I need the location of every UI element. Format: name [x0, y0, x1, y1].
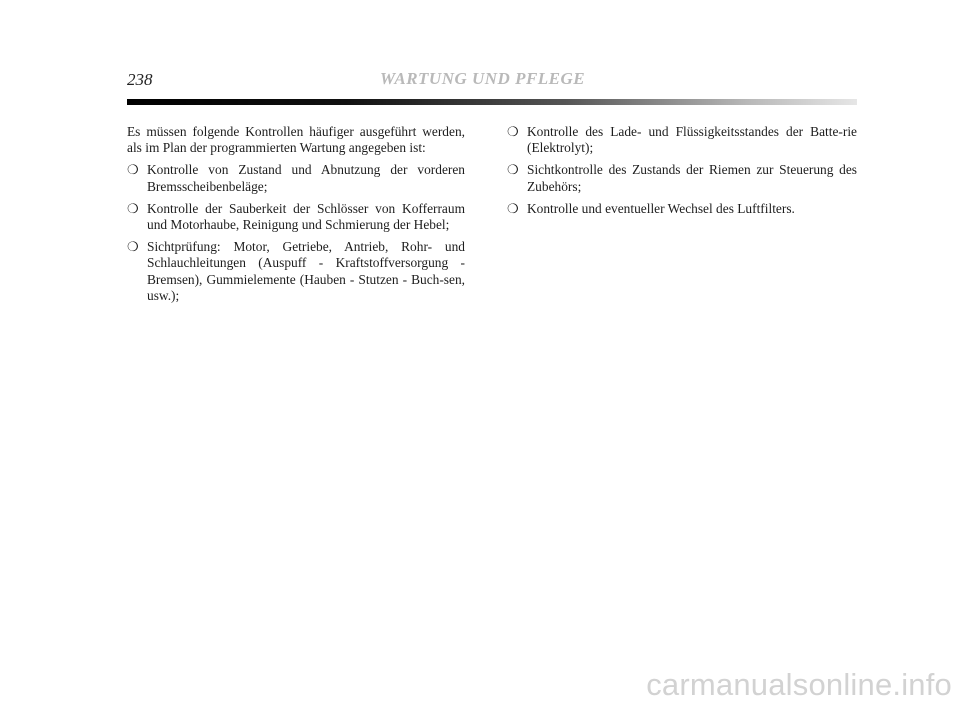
right-check-list	[507, 124, 857, 217]
left-column	[127, 124, 465, 310]
circle-bullet-icon: ❍	[127, 200, 139, 216]
circle-bullet-icon: ❍	[507, 124, 519, 139]
list-item-text: Sichtprüfung: Motor, Getriebe, Antrieb, Rohr- und Schlauchleitungen (Auspuff - Kraftstoffversorgung - Bremsen), Gummielemente (Hauben - Stutzen - Buch-sen, usw.);	[147, 239, 465, 303]
list-item-text: Kontrolle von Zustand und Abnutzung der vorderen Bremsscheibenbeläge;	[147, 162, 465, 194]
list-item	[507, 124, 857, 156]
list-item	[127, 239, 465, 304]
circle-bullet-icon: ❍	[127, 239, 139, 255]
list-item-text: Kontrolle der Sauberkeit der Schlösser von Kofferraum und Motorhaube, Reinigung und Schmierung der Hebel;	[147, 200, 465, 233]
right-column	[507, 124, 857, 223]
header-rule	[127, 99, 857, 105]
intro-paragraph: Es müssen folgende Kontrollen häufiger ausgeführt werden, als im Plan der programmierten Wartung angegeben ist:	[127, 124, 465, 156]
circle-bullet-icon: ❍	[507, 162, 519, 178]
list-item	[127, 162, 465, 194]
list-item-text: Sichtkontrolle des Zustands der Riemen zur Steuerung des Zubehörs;	[527, 162, 857, 194]
section-title: WARTUNG UND PFLEGE	[380, 69, 586, 88]
page-number: 238	[127, 70, 153, 89]
list-item	[507, 162, 857, 194]
circle-bullet-icon: ❍	[507, 200, 519, 216]
circle-bullet-icon: ❍	[127, 162, 139, 178]
list-item	[507, 201, 857, 217]
list-item-text: Kontrolle des Lade- und Flüssigkeitsstandes der Batte-rie (Elektrolyt);	[527, 124, 857, 156]
watermark: carmanualsonline.info	[646, 667, 952, 702]
list-item-text: Kontrolle und eventueller Wechsel des Luftfilters.	[527, 200, 795, 216]
list-item	[127, 201, 465, 233]
left-check-list	[127, 162, 465, 304]
